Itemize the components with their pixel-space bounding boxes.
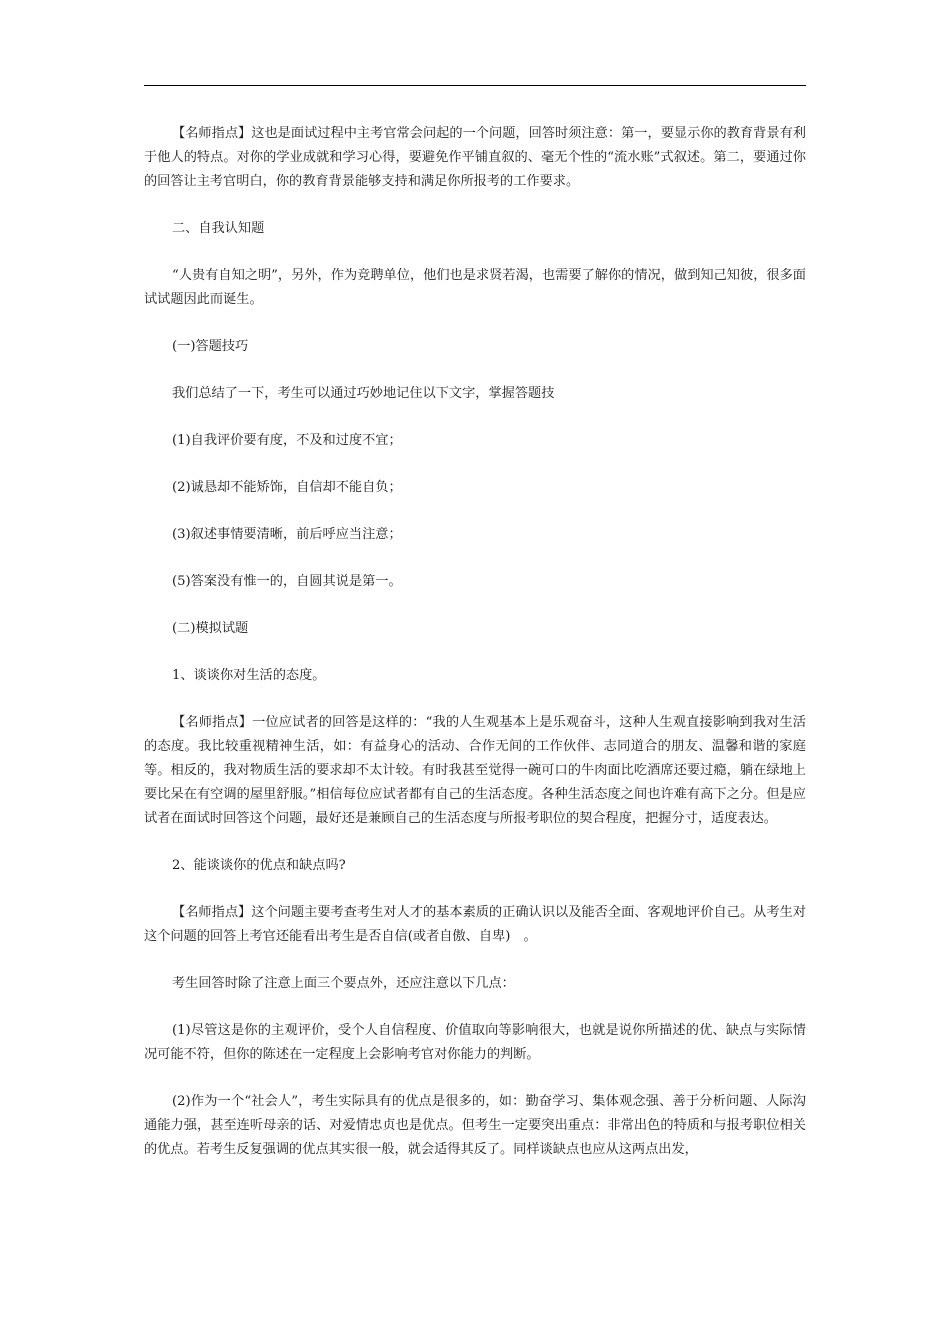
list-item-tip-1: (1)自我评价要有度，不及和过度不宜；	[172, 433, 402, 448]
subheading-answer-tips: (一)答题技巧	[172, 339, 249, 354]
list-item-note-2: (2)作为一个“社会人”，考生实际具有的优点是很多的，如：勤奋学习、集体观念强、善于分析问题、人际沟通能力强，甚至连听母亲的话、对爱情忠贞也是优点。但考生一定要突出重点：非常出色的特质和与报考职位相关的优点。若考生反复强调的优点其实很一般，就会适得其反了。同样谈缺点也应从这两点出发，	[144, 1094, 806, 1157]
paragraph-tip-strengths: 【名师指点】这个问题主要考查考生对人才的基本素质的正确认识以及能否全面、客观地评价自己。从考生对这个问题的回答上考官还能看出考生是否自信(或者自傲、自卑) 。	[144, 905, 806, 944]
subheading-mock-questions: (二)模拟试题	[172, 621, 249, 636]
list-item-tip-5: (5)答案没有惟一的，自圆其说是第一。	[172, 574, 402, 589]
paragraph-self-knowledge: “人贵有自知之明”，另外，作为竞聘单位，他们也是求贤若渴，也需要了解你的情况，做到知己知彼，很多面试试题因此而诞生。	[144, 268, 806, 307]
document-body	[144, 122, 806, 1162]
paragraph-answer-notes: 考生回答时除了注意上面三个要点外，还应注意以下几点：	[172, 976, 515, 991]
paragraph-summary: 我们总结了一下，考生可以通过巧妙地记住以下文字，掌握答题技	[172, 386, 555, 401]
header-rule	[144, 85, 806, 86]
section-heading-self-awareness: 二、自我认知题	[172, 221, 265, 236]
list-item-note-1: (1)尽管这是你的主观评价，受个人自信程度、价值取向等影响很大，也就是说你所描述的优、缺点与实际情况可能不符，但你的陈述在一定程度上会影响考官对你能力的判断。	[144, 1023, 806, 1062]
question-1: 1、谈谈你对生活的态度。	[172, 668, 326, 683]
list-item-tip-3: (3)叙述事情要清晰，前后呼应当注意；	[172, 527, 402, 542]
question-2: 2、能谈谈你的优点和缺点吗?	[172, 858, 346, 873]
paragraph-tip-education: 【名师指点】这也是面试过程中主考官常会问起的一个问题，回答时须注意：第一，要显示你的教育背景有利于他人的特点。对你的学业成就和学习心得，要避免作平铺直叙的、毫无个性的“流水账”式叙述。第二，要通过你的回答让主考官明白，你的教育背景能够支持和满足你所报考的工作要求。	[144, 126, 806, 189]
paragraph-tip-life-attitude: 【名师指点】一位应试者的回答是这样的：“我的人生观基本上是乐观奋斗，这种人生观直接影响到我对生活的态度。我比较重视精神生活，如：有益身心的活动、合作无间的工作伙伴、志同道合的朋友、温馨和谐的家庭等。相反的，我对物质生活的要求却不太计较。有时我甚至觉得一碗可口的牛肉面比吃酒席还要过瘾，躺在绿地上要比呆在有空调的屋里舒服。”相信每位应试者都有自己的生活态度。各种生活态度之间也许难有高下之分。但是应试者在面试时回答这个问题，最好还是兼顾自己的生活态度与所报考职位的契合程度，把握分寸，适度表达。	[144, 715, 806, 826]
list-item-tip-2: (2)诚恳却不能矫饰，自信却不能自负；	[172, 480, 402, 495]
